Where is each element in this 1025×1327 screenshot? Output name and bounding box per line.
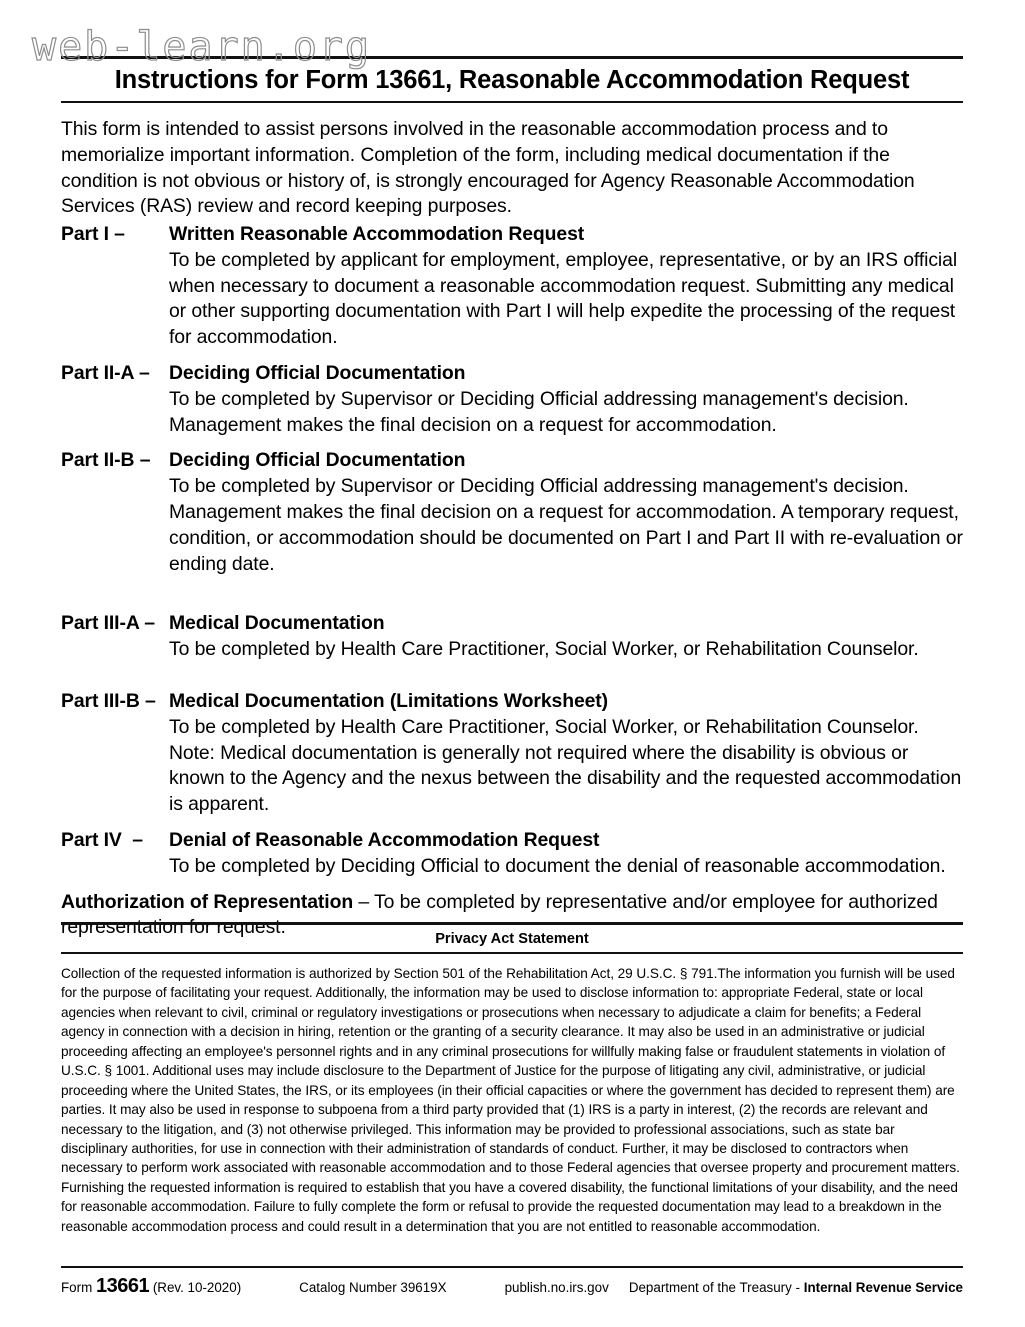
spacer [61, 351, 963, 361]
part-heading [61, 448, 963, 474]
part-label: Part I – [61, 223, 125, 245]
part-heading [61, 611, 963, 637]
authorization-dash: – [353, 890, 374, 913]
rule-below-title [61, 101, 963, 103]
footer-catalog-number: Catalog Number 39619X [299, 1280, 447, 1295]
footer-form-number: 13661 [95, 1275, 150, 1297]
footer [61, 1268, 963, 1298]
privacy-act-block [61, 922, 963, 1236]
part-description: To be completed by Health Care Practitioner, Social Worker, or Rehabilitation Counselor. Note: Medical documentation is generally not required where the disability is obvious or known to the Agency and the nexus between the disability and the requested accommodation is apparent. [169, 715, 962, 816]
privacy-act-title: Privacy Act Statement [435, 931, 589, 947]
title-block [61, 56, 963, 103]
part-item-6 [61, 828, 963, 880]
part-title: Medical Documentation (Limitations Worksheet) [169, 689, 609, 712]
watermark-web-learn-org: web-learn.org [32, 24, 372, 70]
part-label: Part II-B – [61, 449, 151, 472]
part-title: Deciding Official Documentation [169, 361, 466, 384]
part-label: Part III-A – [61, 612, 155, 635]
spacer [61, 438, 963, 448]
spacer [61, 663, 963, 689]
page-title: Instructions for Form 13661, Reasonable Accommodation Request [114, 66, 910, 94]
part-label: Part IV – [61, 828, 143, 851]
part-title: Written Reasonable Accommodation Request [169, 223, 585, 245]
part-label: Part II-A – [61, 361, 150, 384]
part-title: Medical Documentation [169, 612, 385, 635]
part-label: Part III-B – [61, 689, 156, 712]
part-description: To be completed by Supervisor or Deciding Official addressing management's decision. Management makes the final decision on a request for accommodation. A temporary request, condition, or accommodation should be documented on Part I and Part II with re-evaluation or ending date. [169, 475, 963, 575]
part-heading [61, 689, 963, 715]
authorization-text: To be completed by representative and/or employee for authorized representation for request. [61, 890, 938, 939]
spacer [61, 818, 963, 828]
part-description: To be completed by Deciding Official to document the denial of reasonable accommodation. [169, 854, 946, 877]
part-title: Denial of Reasonable Accommodation Request [169, 828, 600, 851]
part-heading [61, 222, 963, 248]
part-description: To be completed by Health Care Practitioner, Social Worker, or Rehabilitation Counselor. [169, 638, 919, 661]
footer-form-word: Form [61, 1280, 93, 1295]
part-item-4 [61, 611, 963, 663]
spacer [61, 880, 963, 890]
footer-revision: (Rev. 10-2020) [152, 1280, 242, 1295]
parts-list [61, 222, 963, 941]
part-heading [61, 828, 963, 854]
part-title: Deciding Official Documentation [169, 449, 466, 472]
part-item-2 [61, 361, 963, 438]
footer-block [61, 1266, 963, 1298]
privacy-act-body: Collection of the requested information is authorized by Section 501 of the Rehabilitation Act, 29 U.S.C. § 791.The information you furnish will be used for the purpose of facilitating your request. Additionally, the information may be used to disclose information to: appropriate Federal, state or local agencies when relevant to civil, criminal or regulatory investigations or prosecutions when necessary to adjudicate a claim for benefits; a Federal agency in connection with a decision in hiring, retention or the granting of a security clearance. It may also be used in an administrative or judicial proceeding affecting an employee's personnel rights and in any criminal prosecutions for willfully making false or fraudulent statements in violation of U.S.C. § 1001. Additional uses may include disclosure to the Department of Justice for the purpose of litigating any civil, administrative, or judicial proceeding where the United States, the IRS, or its employees (in their official capacities or where the government has decided to represent them) are parties. It may also be used in response to subpoena from a third party provided that (1) IRS is a party in interest, (2) the records are relevant and necessary to the litigation, and (3) not otherwise privileged. This information may be provided to professional associations, such as state bar disciplinary authorities, for use in connection with their administration of standards of conduct. Further, it may be disclosed to contractors when necessary to perform work associated with reasonable accommodation and to those Federal agencies that oversee property and procurement matters. Furnishing the requested information is required to establish that you have a covered disability, the functional limitations of your disability, and the need for reasonable accommodation. Failure to fully complete the form or refusal to provide the requested documentation may lead to a breakdown in the reasonable accommodation process and could result in a determination that you are not entitled to reasonable accommodation. [61, 966, 960, 1234]
part-description: To be completed by Supervisor or Deciding Official addressing management's decision. Management makes the final decision on a request for accommodation. [169, 387, 909, 436]
spacer [61, 577, 963, 611]
part-item-3 [61, 448, 963, 577]
authorization-heading: Authorization of Representation [61, 890, 354, 913]
footer-department-text: Department of the Treasury - [628, 1280, 804, 1295]
footer-url: publish.no.irs.gov [504, 1280, 609, 1295]
part-item-1 [61, 222, 963, 351]
intro-paragraph: This form is intended to assist persons involved in the reasonable accommodation process and to memorialize important information. Completion of the form, including medical documentation if the condition is not obvious or history of, is strongly encouraged for Agency Reasonable Accommodation Services (RAS) review and record keeping purposes. [61, 118, 915, 218]
part-description: To be completed by applicant for employment, employee, representative, or by an IRS official when necessary to document a reasonable accommodation request. Submitting any medical or other supporting documentation with Part I will help expedite the processing of the request for accommodation. [169, 248, 958, 349]
footer-form-identifier [61, 1275, 241, 1298]
part-heading [61, 361, 963, 387]
footer-agency-name: Internal Revenue Service [803, 1280, 963, 1295]
part-item-5 [61, 689, 963, 818]
footer-department [609, 1280, 963, 1295]
